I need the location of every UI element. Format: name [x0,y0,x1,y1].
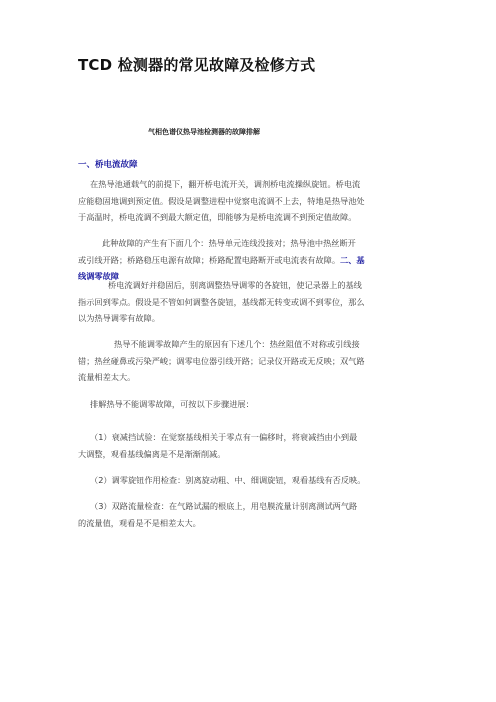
paragraph-line: 排解热导不能调零故障，可按以下步骤进展： [90,399,254,409]
paragraph-line: 此种故障的产生有下面几个：热导单元连线没接对；热导池中热丝断开 [102,238,356,248]
paragraph-4 [78,336,365,386]
paragraph-8 [78,498,358,531]
paragraph-line: 以为热导调零有故障。 [78,313,160,323]
paragraph-line: 错；热丝碰鼻或污染严峻；调零电位器引线开路；记录仪开路或无反映；双气路 [78,355,365,366]
paragraph-line: 流量相差太大。 [78,372,136,382]
paragraph-line: 热导不能调零故障产生的原因有下述几个：热丝阻值不对称或引线接 [114,339,360,349]
paragraph-line [78,252,365,269]
paragraph-6 [78,429,358,462]
paragraph-line: 指示回到零点。假设是不管如何调整各旋钮，基线都无转变或调不到零位，那么 [78,296,365,307]
paragraph-line: （3）双路流量检查：在气路试漏的根底上，用皂膜流量计别离测试两气路 [90,501,358,511]
section-heading-zero-adjust-end: 线调零故障 [78,271,119,281]
paragraph-line: 在热导池通载气的前提下，翻开桥电流开关，调剂桥电流操纵旋钮。桥电流 [90,179,361,189]
paragraph-line: （2）调零旋钮作用检查：别离旋动粗、中、细调旋钮，观看基线有否反映。 [90,475,366,485]
paragraph-1 [78,176,365,226]
paragraph-5 [90,396,254,413]
paragraph-line: 桥电流调好并稳固后，别离调整热导调零的各旋钮，使记录器上的基线 [108,280,362,290]
paragraph-line: 应能稳固地调到预定值。假设是调整进程中觉察电流调不上去，特地是热导池处 [78,195,365,206]
paragraph-line: 的流量值，观看是不是相差太大。 [78,517,201,528]
paragraph-7 [90,472,365,489]
paragraph-line: （1）衰减挡试验：在觉察基线相关于零点有一偏移时，将衰减挡由小到最 [90,432,358,442]
paragraph-line: 于高温时，桥电流调不到最大额定值，即能够为是桥电流调不到预定值故障。 [78,212,357,222]
document-subtitle: 气相色谱仪热导池检测器的故障排解 [148,128,260,136]
paragraph-3 [78,277,365,327]
paragraph-text: 或引线开路；桥路稳压电源有故障；桥路配置电路断开或电流表有故障。 [78,254,341,265]
page-title: TCD 检测器的常见故障及检修方式 [78,56,316,74]
paragraph-line: 大调整，观看基线偏离是不是渐渐削减。 [78,448,226,459]
section-heading-bridge-current: 一、桥电流故障 [78,160,138,170]
section-heading-zero-adjust-start: 二、基 [340,254,365,265]
